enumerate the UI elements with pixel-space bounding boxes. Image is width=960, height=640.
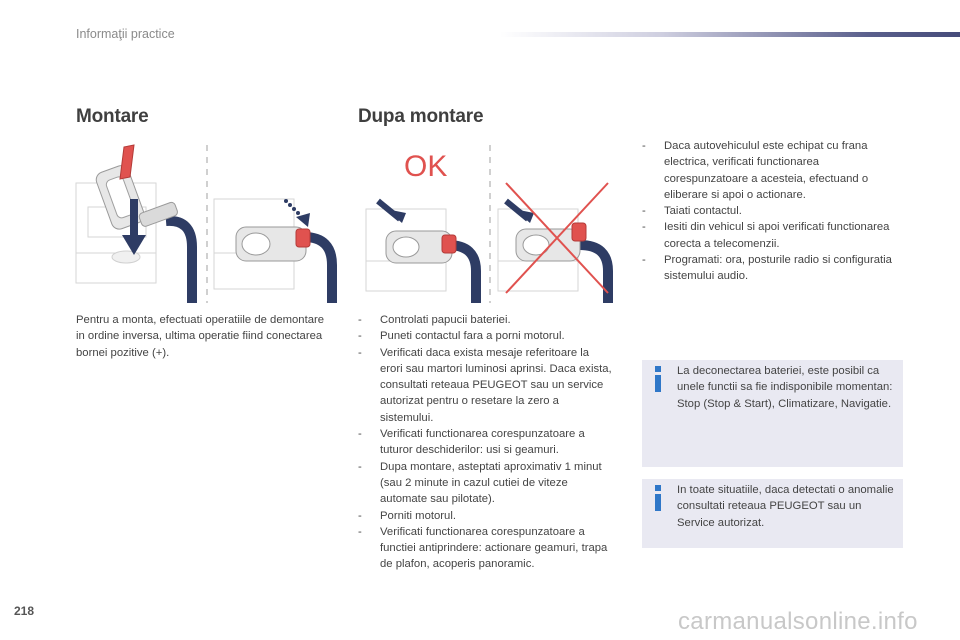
info-box-anomaly	[642, 479, 903, 548]
list-item: - Verificati functionarea corespunzatoare a functiei antiprindere: actionare geamuri, trapa de plafon, acoperis panoramic.	[358, 525, 608, 571]
list-item: - Daca autovehiculul este echipat cu frana electrica, verificati functionarea corespunzatoare a acesteia, efectuand o eliberare si apoi o actionare.	[642, 140, 869, 201]
list-item: - Puneti contactul fara a porni motorul.	[358, 330, 565, 343]
header-gradient-bar	[500, 32, 960, 37]
dupa-montare-illustration	[356, 143, 620, 303]
right-list	[642, 138, 904, 285]
watermark: carmanualsonline.info	[678, 608, 918, 635]
heading-montare: Montare	[76, 106, 149, 127]
list-item: - Taiati contactul.	[642, 205, 742, 218]
list-item: - Verificati daca exista mesaje referitoare la erori sau martori luminosi aprinsi. Daca exista, consultati reteaua PEUGEOT sau un service autorizat pentru o resetare la zero a sistemului.	[358, 346, 612, 424]
list-item: - Iesiti din vehicul si apoi verificati functionarea corecta a telecomenzii.	[642, 221, 890, 250]
list-item: - Porniti motorul.	[358, 509, 456, 522]
montare-paragraph: Pentru a monta, efectuati operatiile de demontare in ordine inversa, ultima operatie fiind conectarea bornei pozitive (+).	[76, 314, 325, 359]
dupa-montare-list	[358, 312, 614, 573]
list-item: - Controlati papucii bateriei.	[358, 314, 511, 326]
info-text-anomaly: In toate situatiile, daca detectati o anomalie consultati reteaua PEUGEOT sau un Service autorizat.	[677, 484, 894, 529]
list-item: - Dupa montare, asteptati aproximativ 1 minut (sau 2 minute in cazul cutiei de viteze automate sau pilotate).	[358, 460, 602, 506]
info-box-battery	[642, 360, 903, 467]
heading-dupa-montare: Dupa montare	[358, 106, 484, 127]
ok-label: OK	[404, 150, 448, 183]
page-header-title: Informaţii practice	[76, 27, 175, 41]
list-item: - Programati: ora, posturile radio si configuratia sistemului audio.	[642, 254, 892, 283]
info-icon	[653, 366, 665, 392]
info-text-battery: La deconectarea bateriei, este posibil ca unele functii sa fie indisponibile momentan: Stop (Stop & Start), Climatizare, Navigatie.	[677, 365, 893, 410]
page-number: 218	[14, 604, 35, 618]
montare-illustration	[74, 143, 338, 303]
list-item: - Verificati functionarea corespunzatoare a tuturor deschiderilor: usi si geamuri.	[358, 428, 585, 457]
info-icon	[653, 485, 665, 511]
